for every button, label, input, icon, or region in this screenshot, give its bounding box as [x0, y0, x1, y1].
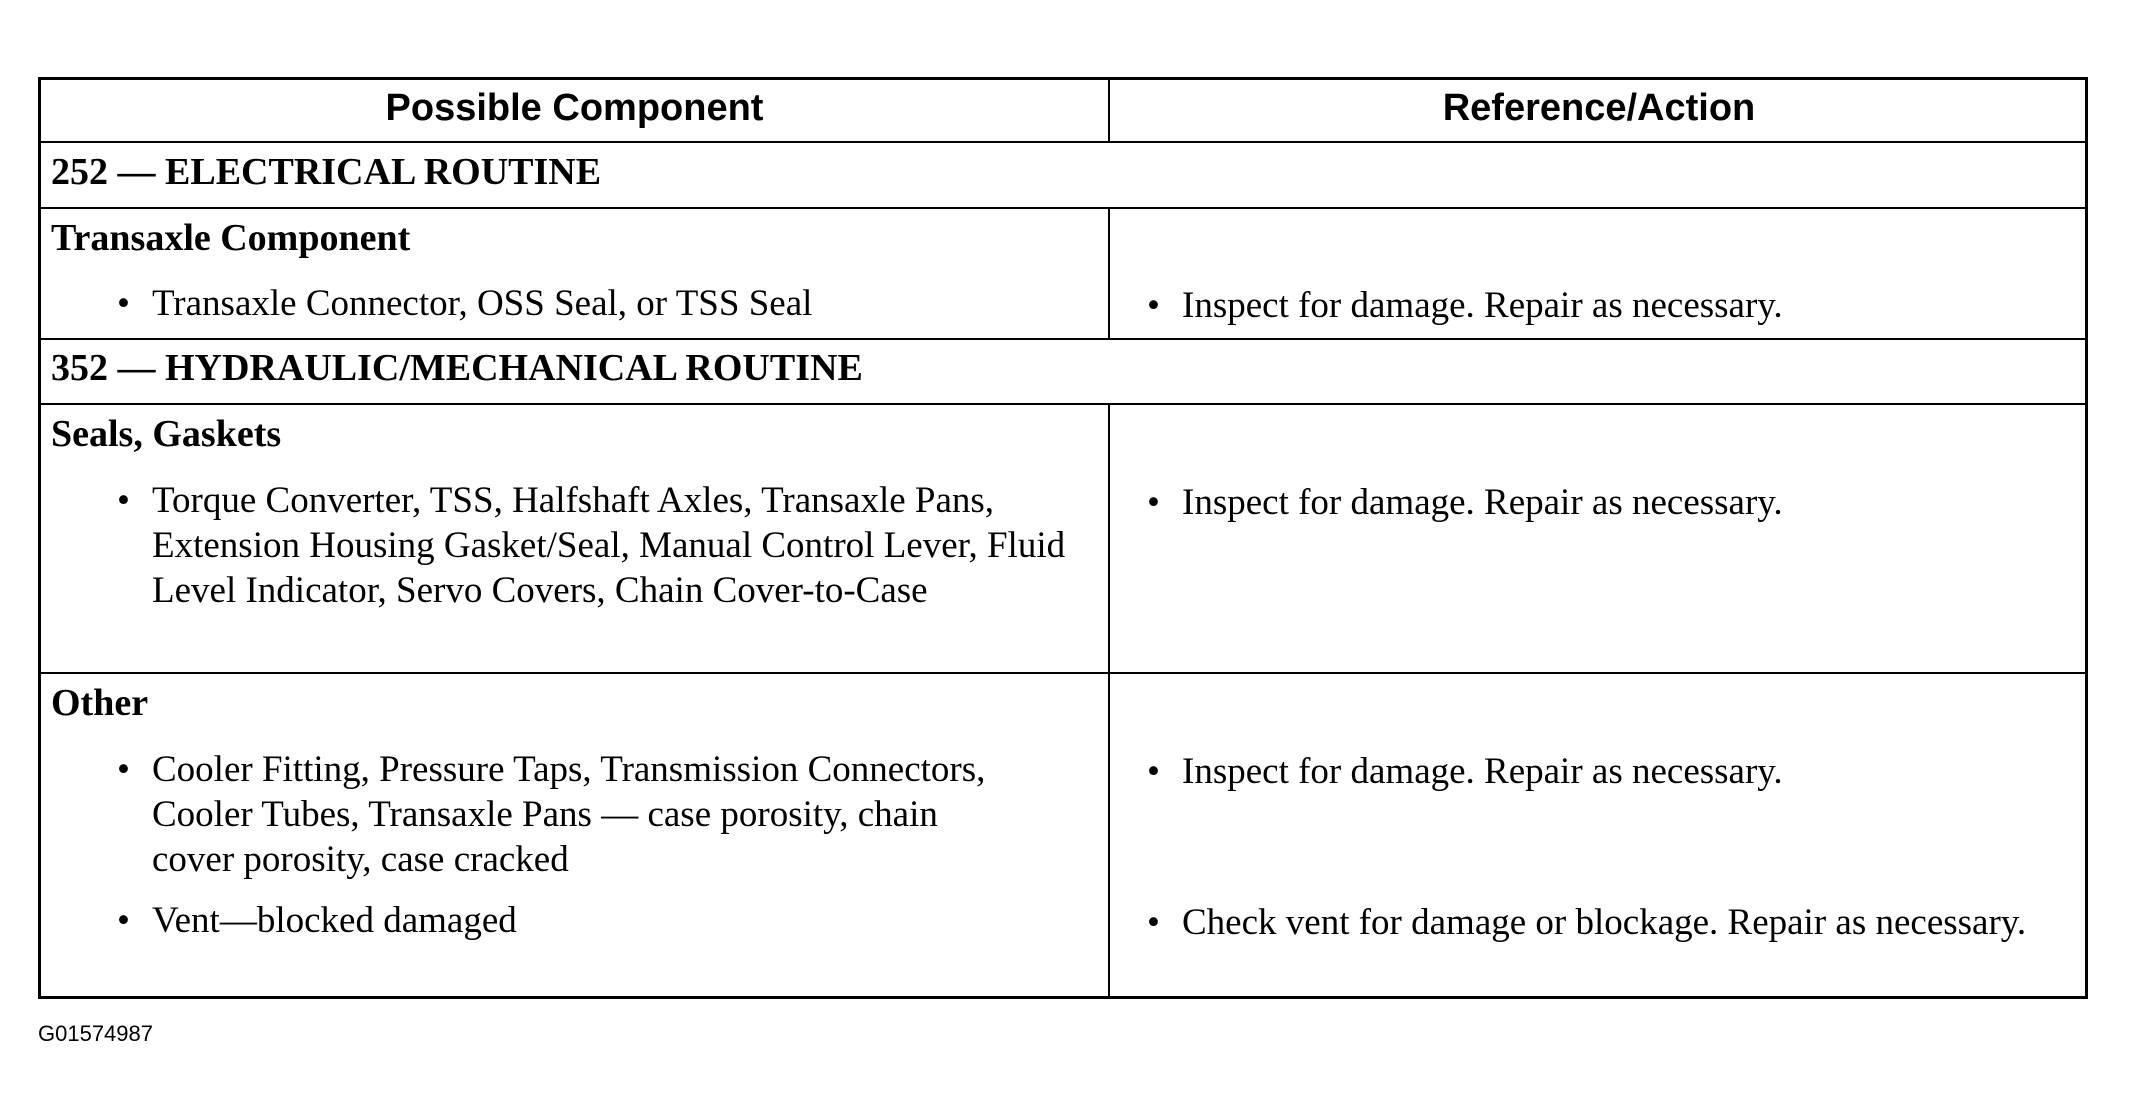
section-title-hydraulic-mechanical: 352 — HYDRAULIC/MECHANICAL ROUTINE [51, 347, 863, 389]
header-reference-action: Reference/Action [1442, 87, 1756, 129]
diagnostic-table [38, 77, 2088, 999]
divider-line [41, 141, 2085, 143]
divider-line [41, 338, 2085, 340]
column-divider [1108, 403, 1110, 999]
action-text: Check vent for damage or blockage. Repair as necessary. [1182, 902, 2027, 943]
divider-line [41, 672, 2085, 674]
bullet-icon: • [117, 480, 130, 521]
action-text: Inspect for damage. Repair as necessary. [1182, 285, 1783, 326]
column-divider [1108, 207, 1110, 338]
column-divider [1108, 80, 1110, 141]
bullet-icon: • [1147, 285, 1160, 326]
component-text: Cooler Fitting, Pressure Taps, Transmission Connectors, Cooler Tubes, Transaxle Pans — case porosity, chain cover porosity, case cracked [152, 749, 986, 880]
component-text: Transaxle Connector, OSS Seal, or TSS Seal [152, 283, 813, 324]
bullet-icon: • [117, 749, 130, 790]
group-title-other: Other [51, 682, 149, 724]
bullet-icon: • [1147, 751, 1160, 792]
divider-line [41, 207, 2085, 209]
bullet-icon: • [117, 283, 130, 324]
section-title-electrical: 252 — ELECTRICAL ROUTINE [51, 151, 602, 193]
bullet-icon: • [117, 900, 130, 941]
group-title-seals-gaskets: Seals, Gaskets [51, 413, 282, 455]
bullet-icon: • [1147, 482, 1160, 523]
component-text: Vent—blocked damaged [152, 900, 517, 941]
action-text: Inspect for damage. Repair as necessary. [1182, 751, 1783, 792]
component-text: Torque Converter, TSS, Halfshaft Axles, Transaxle Pans, Extension Housing Gasket/Seal, Manual Control Lever, Fluid Level Indicator, Servo Covers, Chain Cover-to-Case [152, 480, 1066, 611]
group-title-transaxle-component: Transaxle Component [51, 217, 411, 259]
figure-code: G01574987 [38, 1021, 153, 1046]
action-text: Inspect for damage. Repair as necessary. [1182, 482, 1783, 523]
header-possible-component: Possible Component [385, 87, 764, 129]
divider-line [41, 403, 2085, 405]
bullet-icon: • [1147, 902, 1160, 943]
